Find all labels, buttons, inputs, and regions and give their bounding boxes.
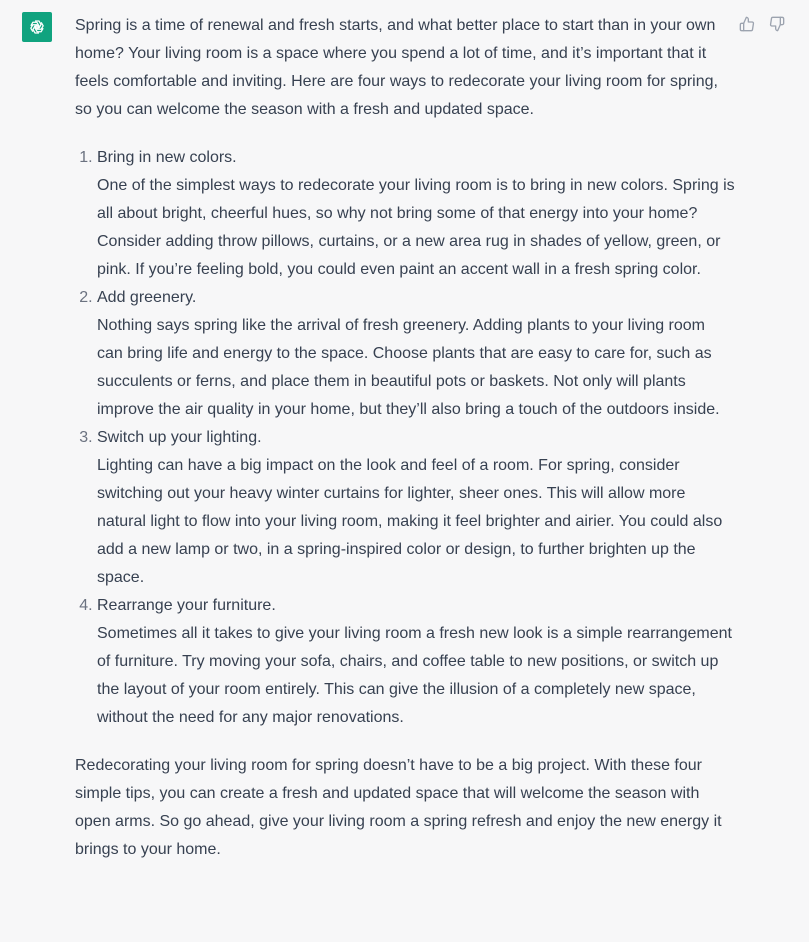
intro-paragraph: Spring is a time of renewal and fresh starts, and what better place to start than in your own home? Your living room is a space where you spend a lot of time, and it’s important that it feels comfortable and inviting. Here are four ways to redecorate your living room for spring, so you can welcome the season with a fresh and updated space. <box>75 17 718 118</box>
list-item-title: 3. Switch up your lighting. <box>97 429 262 446</box>
list-item-title: 2. Add greenery. <box>97 289 197 306</box>
thumbs-down-icon <box>769 16 785 32</box>
list-item-title: 1. Bring in new colors. <box>97 149 237 166</box>
list-item-body: Lighting can have a big impact on the look and feel of a room. For spring, consider switching out your heavy winter curtains for lighter, sheer ones. This will allow more natural light to flow into your living room, making it feel brighter and airier. You could also add a new lamp or two, in a spring-inspired color or design, to further brighten up the space. <box>97 457 723 586</box>
assistant-message-content <box>75 12 735 864</box>
list-item-body: One of the simplest ways to redecorate your living room is to bring in new colors. Spring is all about bright, cheerful hues, so why not bring some of that energy into your home? Consider adding throw pillows, curtains, or a new area rug in shades of yellow, green, or pink. If you’re feeling bold, you could even paint an accent wall in a fresh spring color. <box>97 177 735 278</box>
list-item <box>97 144 735 284</box>
assistant-avatar <box>22 12 52 42</box>
list-item-title: 4. Rearrange your furniture. <box>97 597 276 614</box>
feedback-buttons <box>737 14 787 34</box>
list-item <box>97 592 735 732</box>
list-item-body: Sometimes all it takes to give your living room a fresh new look is a simple rearrangement of furniture. Try moving your sofa, chairs, and coffee table to new positions, or switch up the layout of your room entirely. This can give the illusion of a completely new space, without the need for any major renovations. <box>97 625 732 726</box>
tips-list <box>75 144 735 732</box>
conclusion-paragraph: Redecorating your living room for spring doesn’t have to be a big project. With these four simple tips, you can create a fresh and updated space that will welcome the season with open arms. So go ahead, give your living room a spring refresh and enjoy the new energy it brings to your home. <box>75 757 722 858</box>
thumbs-down-button[interactable] <box>767 14 787 34</box>
thumbs-up-button[interactable] <box>737 14 757 34</box>
openai-logo-icon <box>26 16 48 38</box>
list-item-body: Nothing says spring like the arrival of fresh greenery. Adding plants to your living room can bring life and energy to the space. Choose plants that are easy to care for, such as succulents or ferns, and place them in beautiful pots or baskets. Not only will plants improve the air quality in your home, but they’ll also bring a touch of the outdoors inside. <box>97 317 720 418</box>
list-item <box>97 424 735 592</box>
list-item <box>97 284 735 424</box>
thumbs-up-icon <box>739 16 755 32</box>
